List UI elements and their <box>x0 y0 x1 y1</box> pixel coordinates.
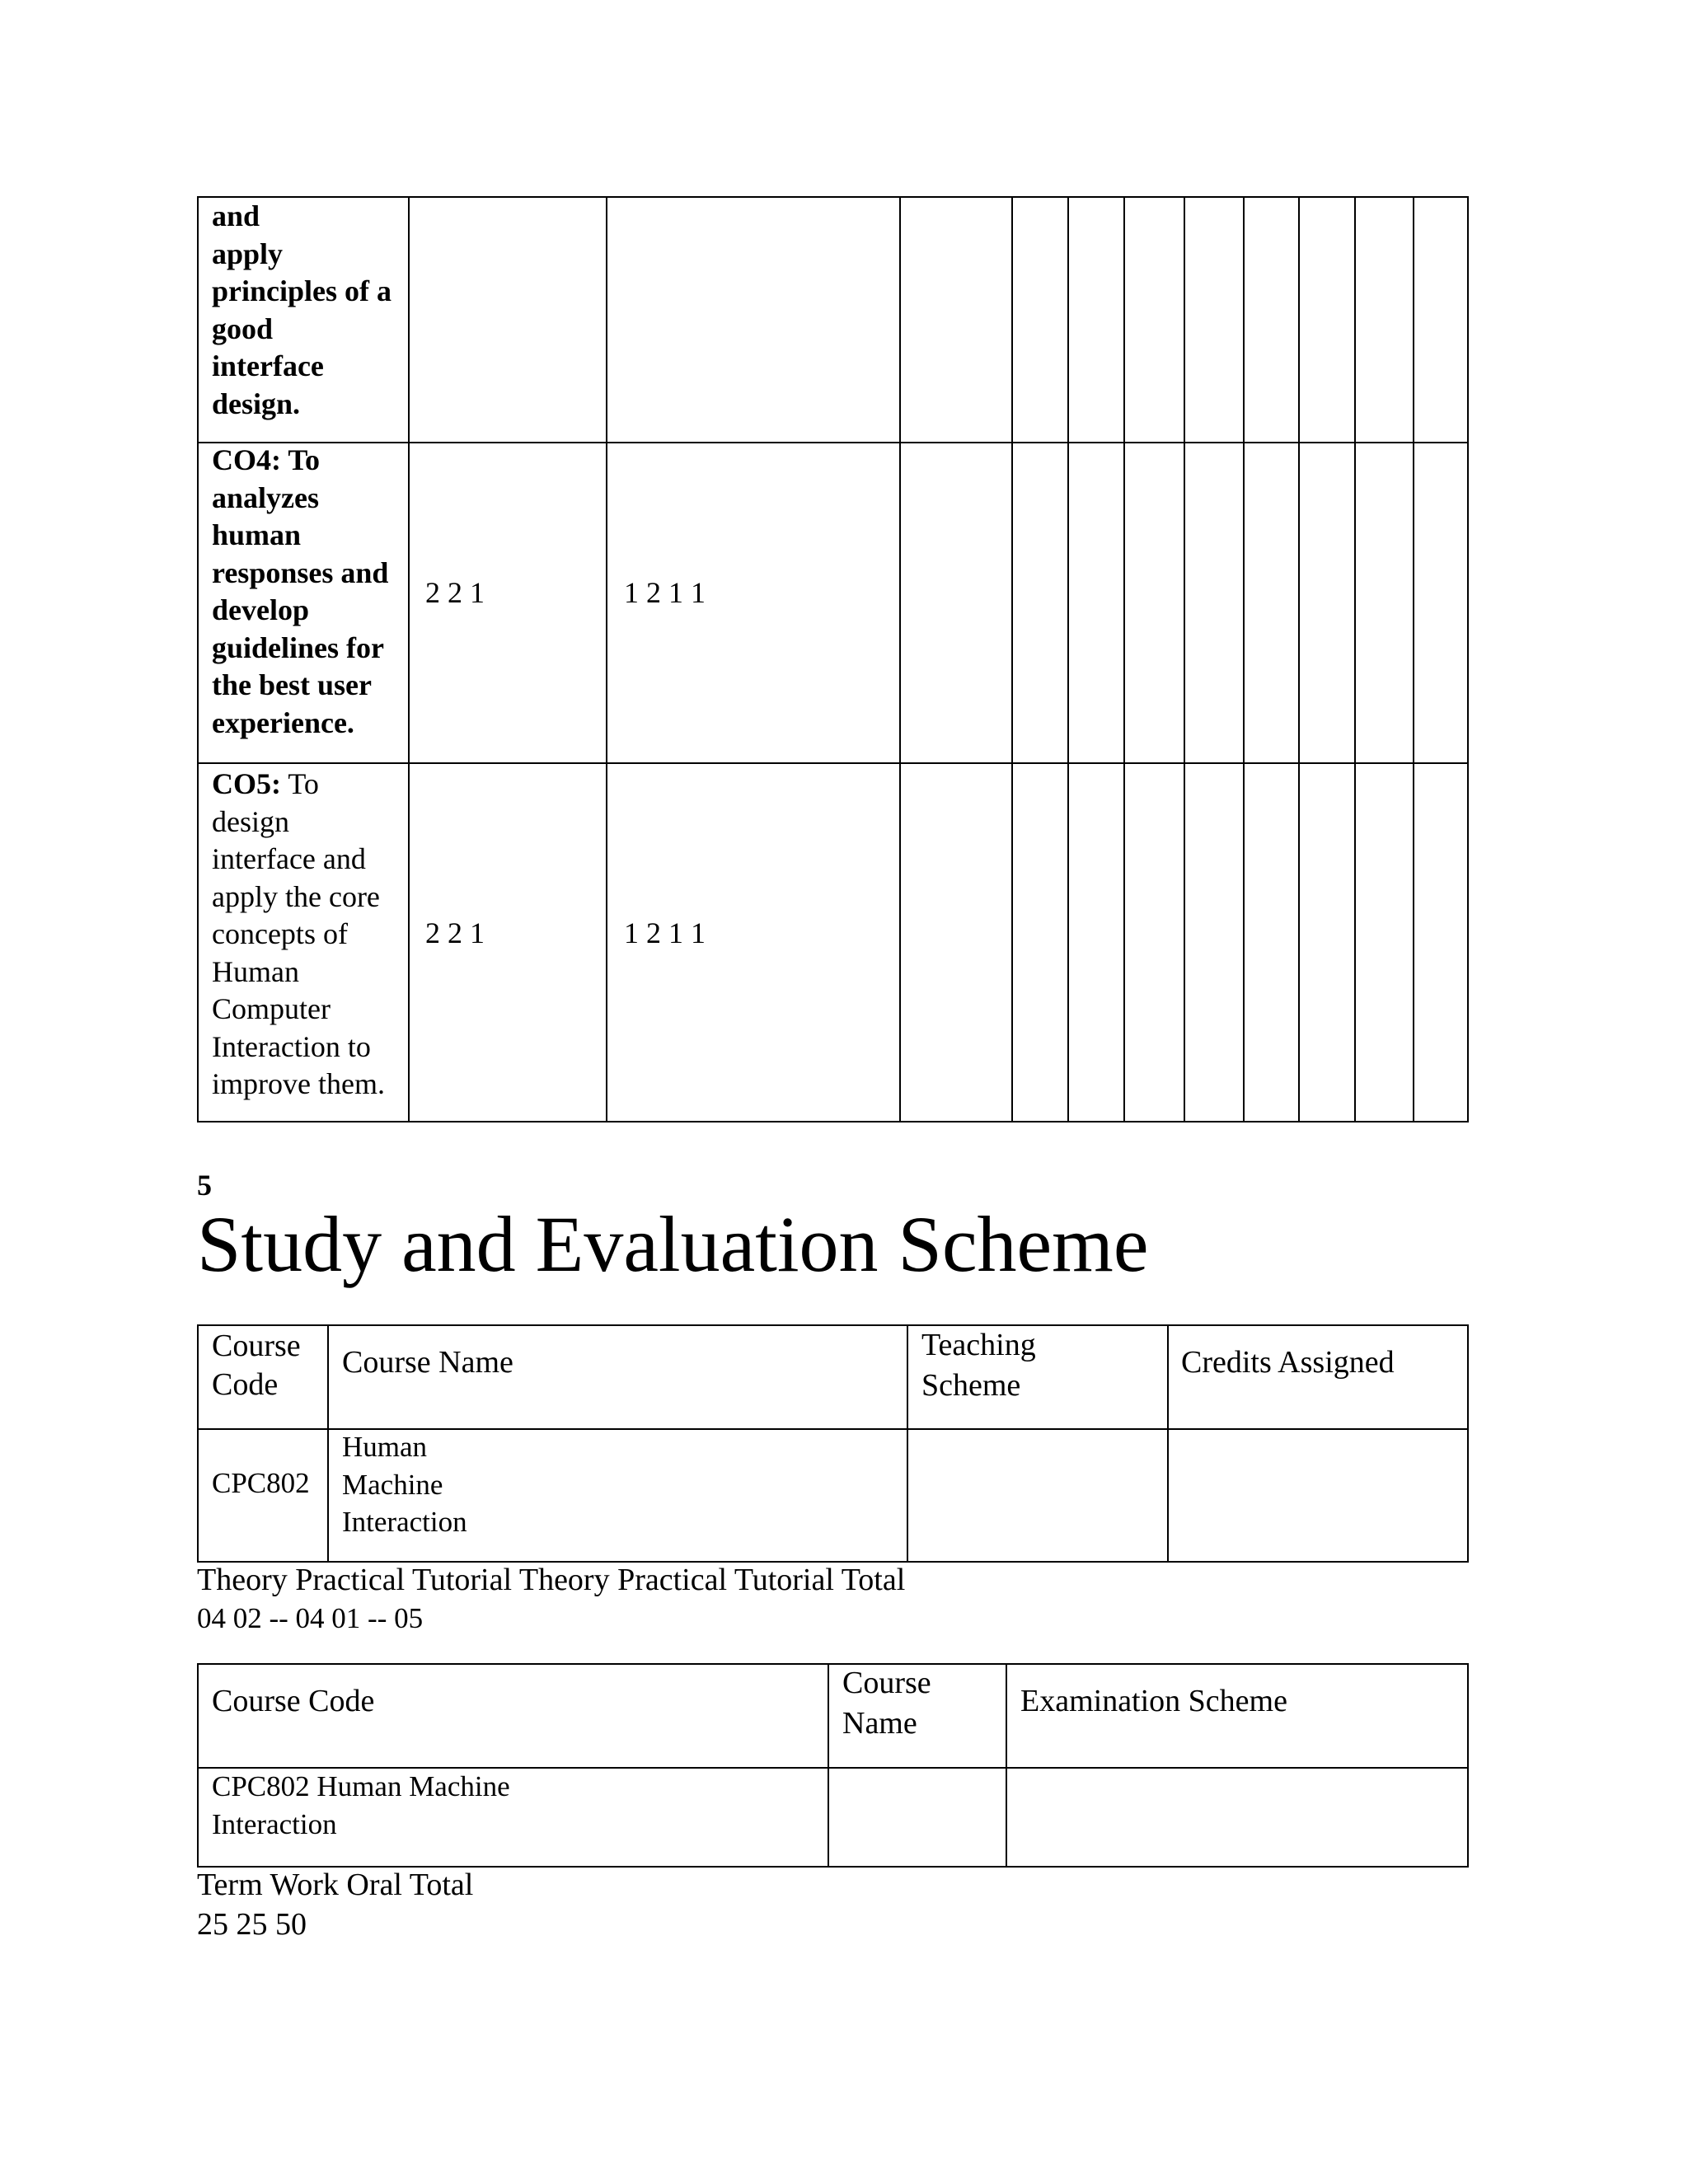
table-column-divider <box>1298 196 1300 1122</box>
cell-line: Interaction <box>212 1807 337 1840</box>
table-cell-value: 1 2 1 1 <box>624 916 706 949</box>
study-scheme-caption-line: Theory Practical Tutorial Theory Practical Tutorial Total <box>197 1563 906 1597</box>
table-border <box>1467 1324 1469 1563</box>
outcome-line: improve them. <box>212 1067 385 1100</box>
outcome-line: CO4: To <box>212 443 321 476</box>
header-course-code: Course Code <box>212 1684 375 1718</box>
table-border <box>197 1324 1469 1326</box>
outcome-line: develop <box>212 593 310 626</box>
header-course-code <box>212 1327 301 1404</box>
section-title: Study and Evaluation Scheme <box>197 1200 1149 1288</box>
table-column-divider <box>1006 1663 1007 1868</box>
header-teaching-scheme <box>921 1325 1036 1406</box>
header-line: Name <box>842 1706 917 1741</box>
table-cell-outcome <box>212 766 385 1104</box>
table-border <box>197 1663 199 1868</box>
outcome-line: good <box>212 312 274 345</box>
table-cell-value: 1 2 1 1 <box>624 576 706 609</box>
header-line: Scheme <box>921 1368 1021 1403</box>
table-column-divider <box>606 196 607 1122</box>
outcome-line: analyzes <box>212 480 319 514</box>
header-course-name <box>842 1663 931 1744</box>
section-number: 5 <box>197 1169 212 1202</box>
outcome-label: CO5: <box>212 767 281 800</box>
table-column-divider <box>1243 196 1245 1122</box>
table-cell-value: 2 2 1 <box>425 916 485 949</box>
outcome-line <box>212 766 385 804</box>
table-column-divider <box>408 196 410 1122</box>
table-cell-outcome <box>212 198 392 423</box>
table-border <box>197 196 199 1122</box>
outcome-line: Human <box>212 954 299 988</box>
header-line: Code <box>212 1367 279 1402</box>
header-credits-assigned: Credits Assigned <box>1181 1345 1395 1380</box>
table-column-divider <box>1184 196 1185 1122</box>
outcome-line: concepts of <box>212 917 348 950</box>
table-border <box>1467 1663 1469 1868</box>
table-border <box>197 1324 199 1563</box>
outcome-label-rest: To <box>281 767 319 800</box>
table-border <box>197 1121 1469 1122</box>
table-column-divider <box>1067 196 1069 1122</box>
table-column-divider <box>327 1324 329 1563</box>
header-line: Teaching <box>921 1328 1036 1362</box>
header-line: Course <box>842 1666 931 1700</box>
table-column-divider <box>1167 1324 1169 1563</box>
header-course-name: Course Name <box>342 1345 513 1380</box>
table-border <box>197 1663 1469 1665</box>
table-column-divider <box>1354 196 1356 1122</box>
outcome-line: interface <box>212 349 324 382</box>
table-cell-value: 2 2 1 <box>425 576 485 609</box>
cell-line: CPC802 Human Machine <box>212 1770 510 1802</box>
outcome-line: principles of a <box>212 274 392 307</box>
outcome-line: and <box>212 199 260 232</box>
table-cell-outcome <box>212 442 388 742</box>
outcome-line: responses and <box>212 555 389 589</box>
table-column-divider <box>1413 196 1414 1122</box>
table-column-divider <box>1011 196 1013 1122</box>
cell-course-code: CPC802 <box>212 1467 310 1499</box>
outcome-line: apply the core <box>212 879 380 913</box>
cell-line: Interaction <box>342 1506 467 1538</box>
outcome-line: the best user <box>212 668 372 701</box>
cell-line: Human <box>342 1431 428 1463</box>
table-column-divider <box>907 1324 908 1563</box>
header-examination-scheme: Examination Scheme <box>1020 1684 1287 1718</box>
exam-scheme-caption-line: Term Work Oral Total <box>197 1868 474 1902</box>
cell-course <box>212 1768 510 1843</box>
study-scheme-values-line: 04 02 -- 04 01 -- 05 <box>197 1602 424 1634</box>
outcome-line: design <box>212 804 289 838</box>
exam-scheme-values-line: 25 25 50 <box>197 1907 307 1942</box>
outcome-line: experience. <box>212 705 354 739</box>
outcome-line: Interaction to <box>212 1029 371 1063</box>
header-line: Course <box>212 1329 301 1363</box>
table-border <box>1467 196 1469 1122</box>
outcome-line: design. <box>212 387 301 420</box>
outcome-line: human <box>212 518 302 551</box>
outcome-line: Computer <box>212 992 331 1025</box>
table-row-divider <box>197 762 1469 764</box>
table-column-divider <box>828 1663 829 1868</box>
outcome-line: guidelines for <box>212 630 385 664</box>
outcome-line: interface and <box>212 842 366 875</box>
outcome-line: apply <box>212 237 284 270</box>
table-column-divider <box>1123 196 1125 1122</box>
cell-course-name <box>342 1428 467 1541</box>
table-column-divider <box>899 196 901 1122</box>
cell-line: Machine <box>342 1468 443 1501</box>
